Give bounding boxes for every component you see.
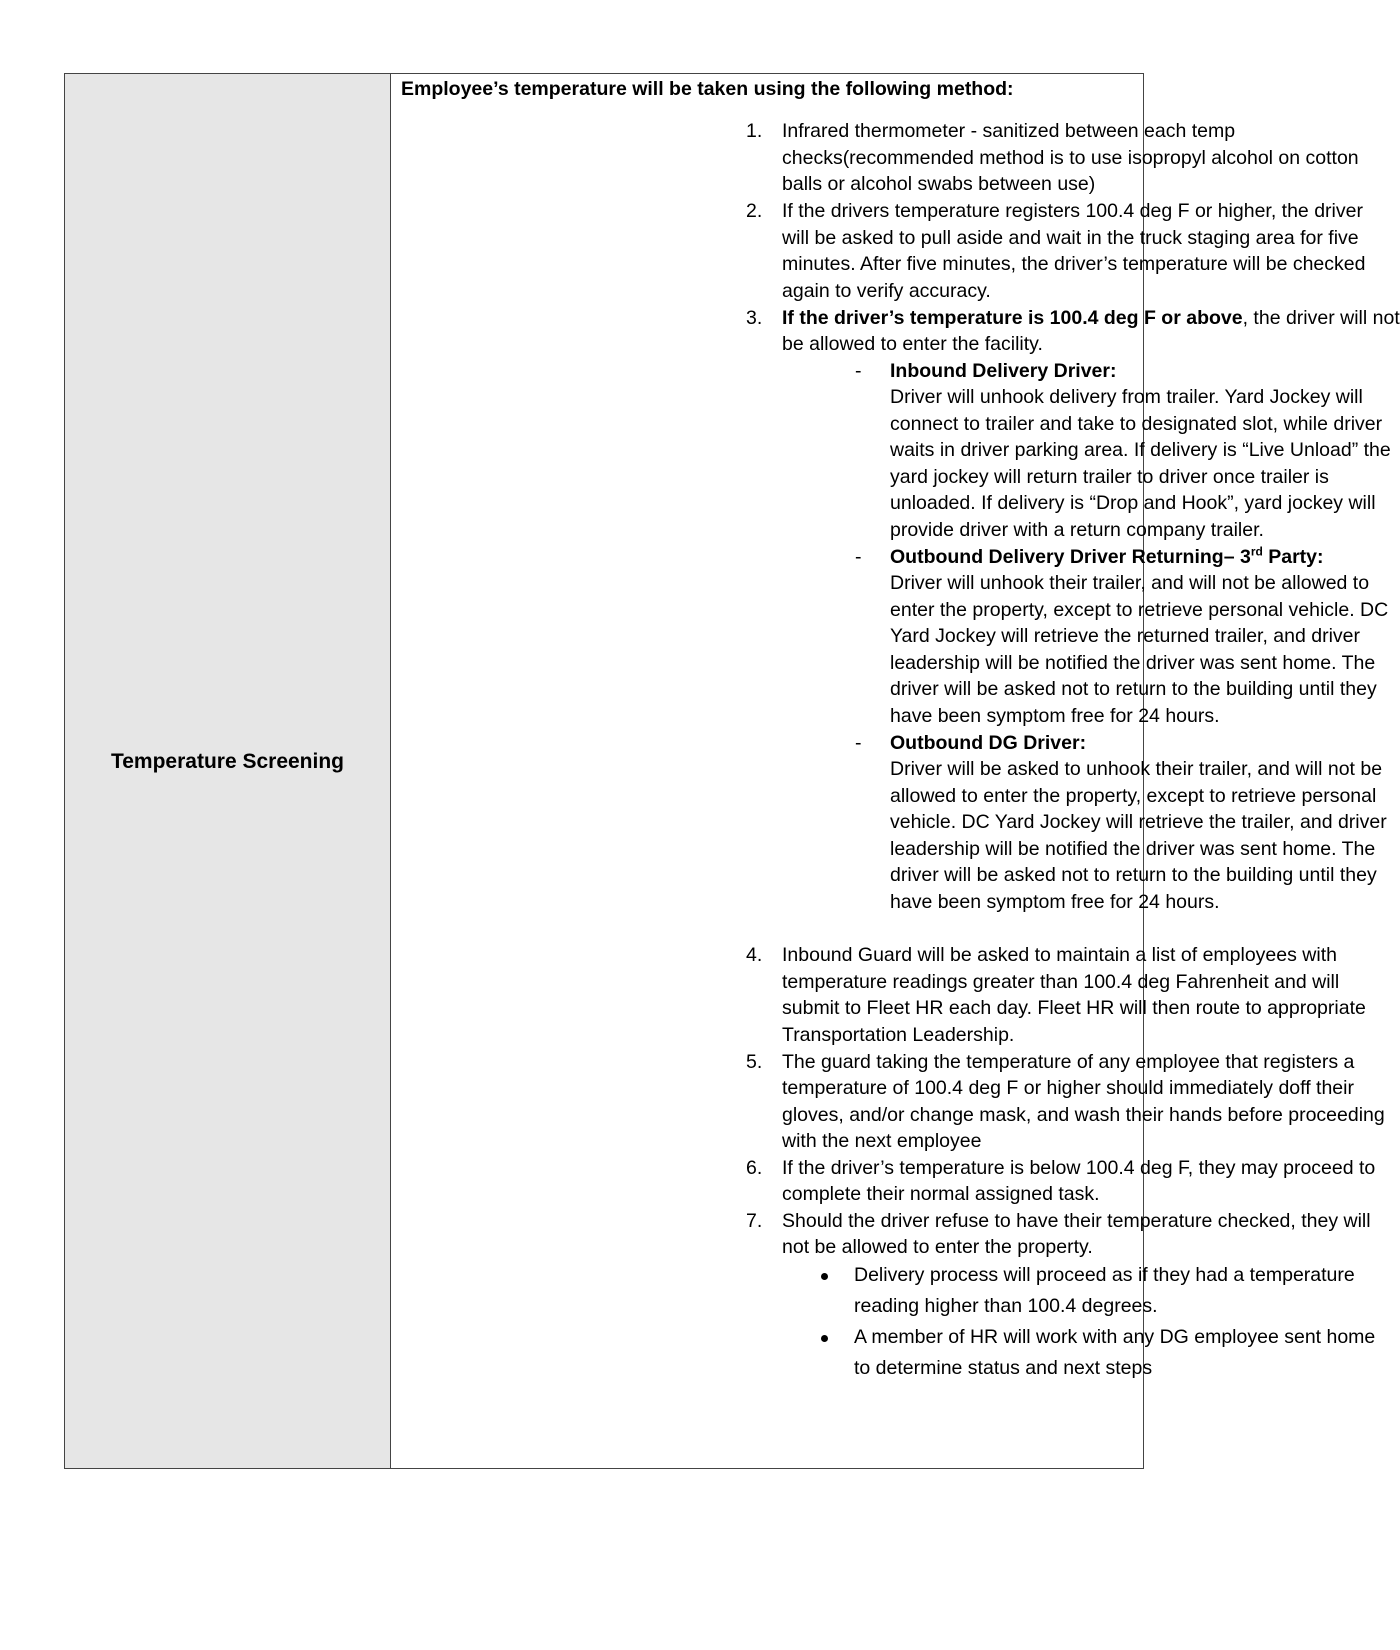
- item-line: gloves, and/or change mask, and wash their hands before proceeding: [782, 1104, 1385, 1126]
- sub-heading: [890, 544, 1324, 572]
- sub-line: leadership will be notified the driver was sent home. The: [890, 652, 1376, 674]
- item-line: balls or alcohol swabs between use): [782, 173, 1096, 195]
- item-number: 2.: [746, 200, 763, 222]
- item-bold-lead: If the driver’s temperature is 100.4 deg F or above: [782, 307, 1243, 329]
- item-number: 5.: [746, 1051, 763, 1073]
- label-cell: [65, 74, 391, 1468]
- content-cell: [391, 74, 1400, 1468]
- intro-heading: Employee’s temperature will be taken using the following method:: [401, 78, 1014, 100]
- item-line: with the next employee: [782, 1130, 982, 1152]
- sub-line: driver will be asked not to return to the building until they: [890, 864, 1377, 886]
- item-line: Should the driver refuse to have their temperature checked, they will: [782, 1210, 1371, 1232]
- item-line: Inbound Guard will be asked to maintain a list of employees with: [782, 944, 1337, 966]
- bullet-dot-icon: [821, 1335, 828, 1342]
- item-line: not be allowed to enter the property.: [782, 1236, 1093, 1258]
- item-line: The guard taking the temperature of any employee that registers a: [782, 1051, 1355, 1073]
- sub-line: Driver will unhook their trailer, and will not be allowed to: [890, 572, 1370, 594]
- sub-heading-part: Party:: [1262, 546, 1324, 568]
- section-title: Temperature Screening: [110, 750, 345, 773]
- item-line: Infrared thermometer - sanitized between each temp: [782, 120, 1236, 142]
- item-line: minutes. After five minutes, the driver’s temperature will be checked: [782, 253, 1366, 275]
- item-line: If the drivers temperature registers 100.4 deg F or higher, the driver: [782, 200, 1363, 222]
- sub-line: Driver will be asked to unhook their trailer, and will not be: [890, 758, 1383, 780]
- sub-line: leadership will be notified the driver was sent home. The: [890, 838, 1376, 860]
- dash-marker: -: [855, 360, 862, 382]
- item-line: be allowed to enter the facility.: [782, 333, 1043, 355]
- item-number: 7.: [746, 1210, 763, 1232]
- sub-line: have been symptom free for 24 hours.: [890, 705, 1220, 727]
- item-line: submit to Fleet HR each day. Fleet HR will then route to appropriate: [782, 997, 1366, 1019]
- sub-line: Driver will unhook delivery from trailer. Yard Jockey will: [890, 386, 1363, 408]
- sub-line: have been symptom free for 24 hours.: [890, 891, 1220, 913]
- sub-line: Yard Jockey will retrieve the returned trailer, and driver: [890, 625, 1361, 647]
- sub-heading: Outbound DG Driver:: [890, 732, 1087, 754]
- item-line: [782, 305, 1400, 333]
- bullet-dot-icon: [821, 1273, 828, 1280]
- screening-table: [64, 73, 1400, 1469]
- dash-marker: -: [855, 546, 862, 568]
- sub-heading-part: Outbound Delivery Driver Returning– 3: [890, 546, 1251, 568]
- item-line: temperature of 100.4 deg F or higher should immediately doff their: [782, 1077, 1354, 1099]
- sub-heading: Inbound Delivery Driver:: [890, 360, 1117, 382]
- bullet-line: A member of HR will work with any DG employee sent home: [854, 1326, 1376, 1348]
- item-line: Transportation Leadership.: [782, 1024, 1015, 1046]
- bullet-line: to determine status and next steps: [854, 1357, 1153, 1379]
- item-number: 6.: [746, 1157, 763, 1179]
- item-line: temperature readings greater than 100.4 deg Fahrenheit and will: [782, 971, 1340, 993]
- item-line: checks(recommended method is to use isopropyl alcohol on cotton: [782, 147, 1359, 169]
- item-number: 1.: [746, 120, 763, 142]
- sub-line: driver will be asked not to return to the building until they: [890, 678, 1377, 700]
- item-line: again to verify accuracy.: [782, 280, 991, 302]
- sub-line: connect to trailer and take to designated slot, while driver: [890, 413, 1383, 435]
- bullet-line: reading higher than 100.4 degrees.: [854, 1295, 1158, 1317]
- bullet-line: Delivery process will proceed as if they had a temperature: [854, 1264, 1355, 1286]
- sub-line: vehicle. DC Yard Jockey will retrieve the trailer, and driver: [890, 811, 1387, 833]
- sub-line: enter the property, except to retrieve personal vehicle. DC: [890, 599, 1389, 621]
- item-number: 4.: [746, 944, 763, 966]
- item-number: 3.: [746, 307, 763, 329]
- sub-line: yard jockey will return trailer to driver once trailer is: [890, 466, 1329, 488]
- sub-line: allowed to enter the property, except to retrieve personal: [890, 785, 1377, 807]
- ordinal-suffix: rd: [1250, 544, 1263, 559]
- sub-line: waits in driver parking area. If delivery is “Live Unload” the: [890, 439, 1391, 461]
- item-line: will be asked to pull aside and wait in the truck staging area for five: [782, 227, 1359, 249]
- dash-marker: -: [855, 732, 862, 754]
- sub-line: unloaded. If delivery is “Drop and Hook”, yard jockey will: [890, 492, 1376, 514]
- item-line-rest: , the driver will not: [1242, 307, 1400, 329]
- item-line: If the driver’s temperature is below 100.4 deg F, they may proceed to: [782, 1157, 1376, 1179]
- sub-line: provide driver with a return company trailer.: [890, 519, 1264, 541]
- item-line: complete their normal assigned task.: [782, 1183, 1100, 1205]
